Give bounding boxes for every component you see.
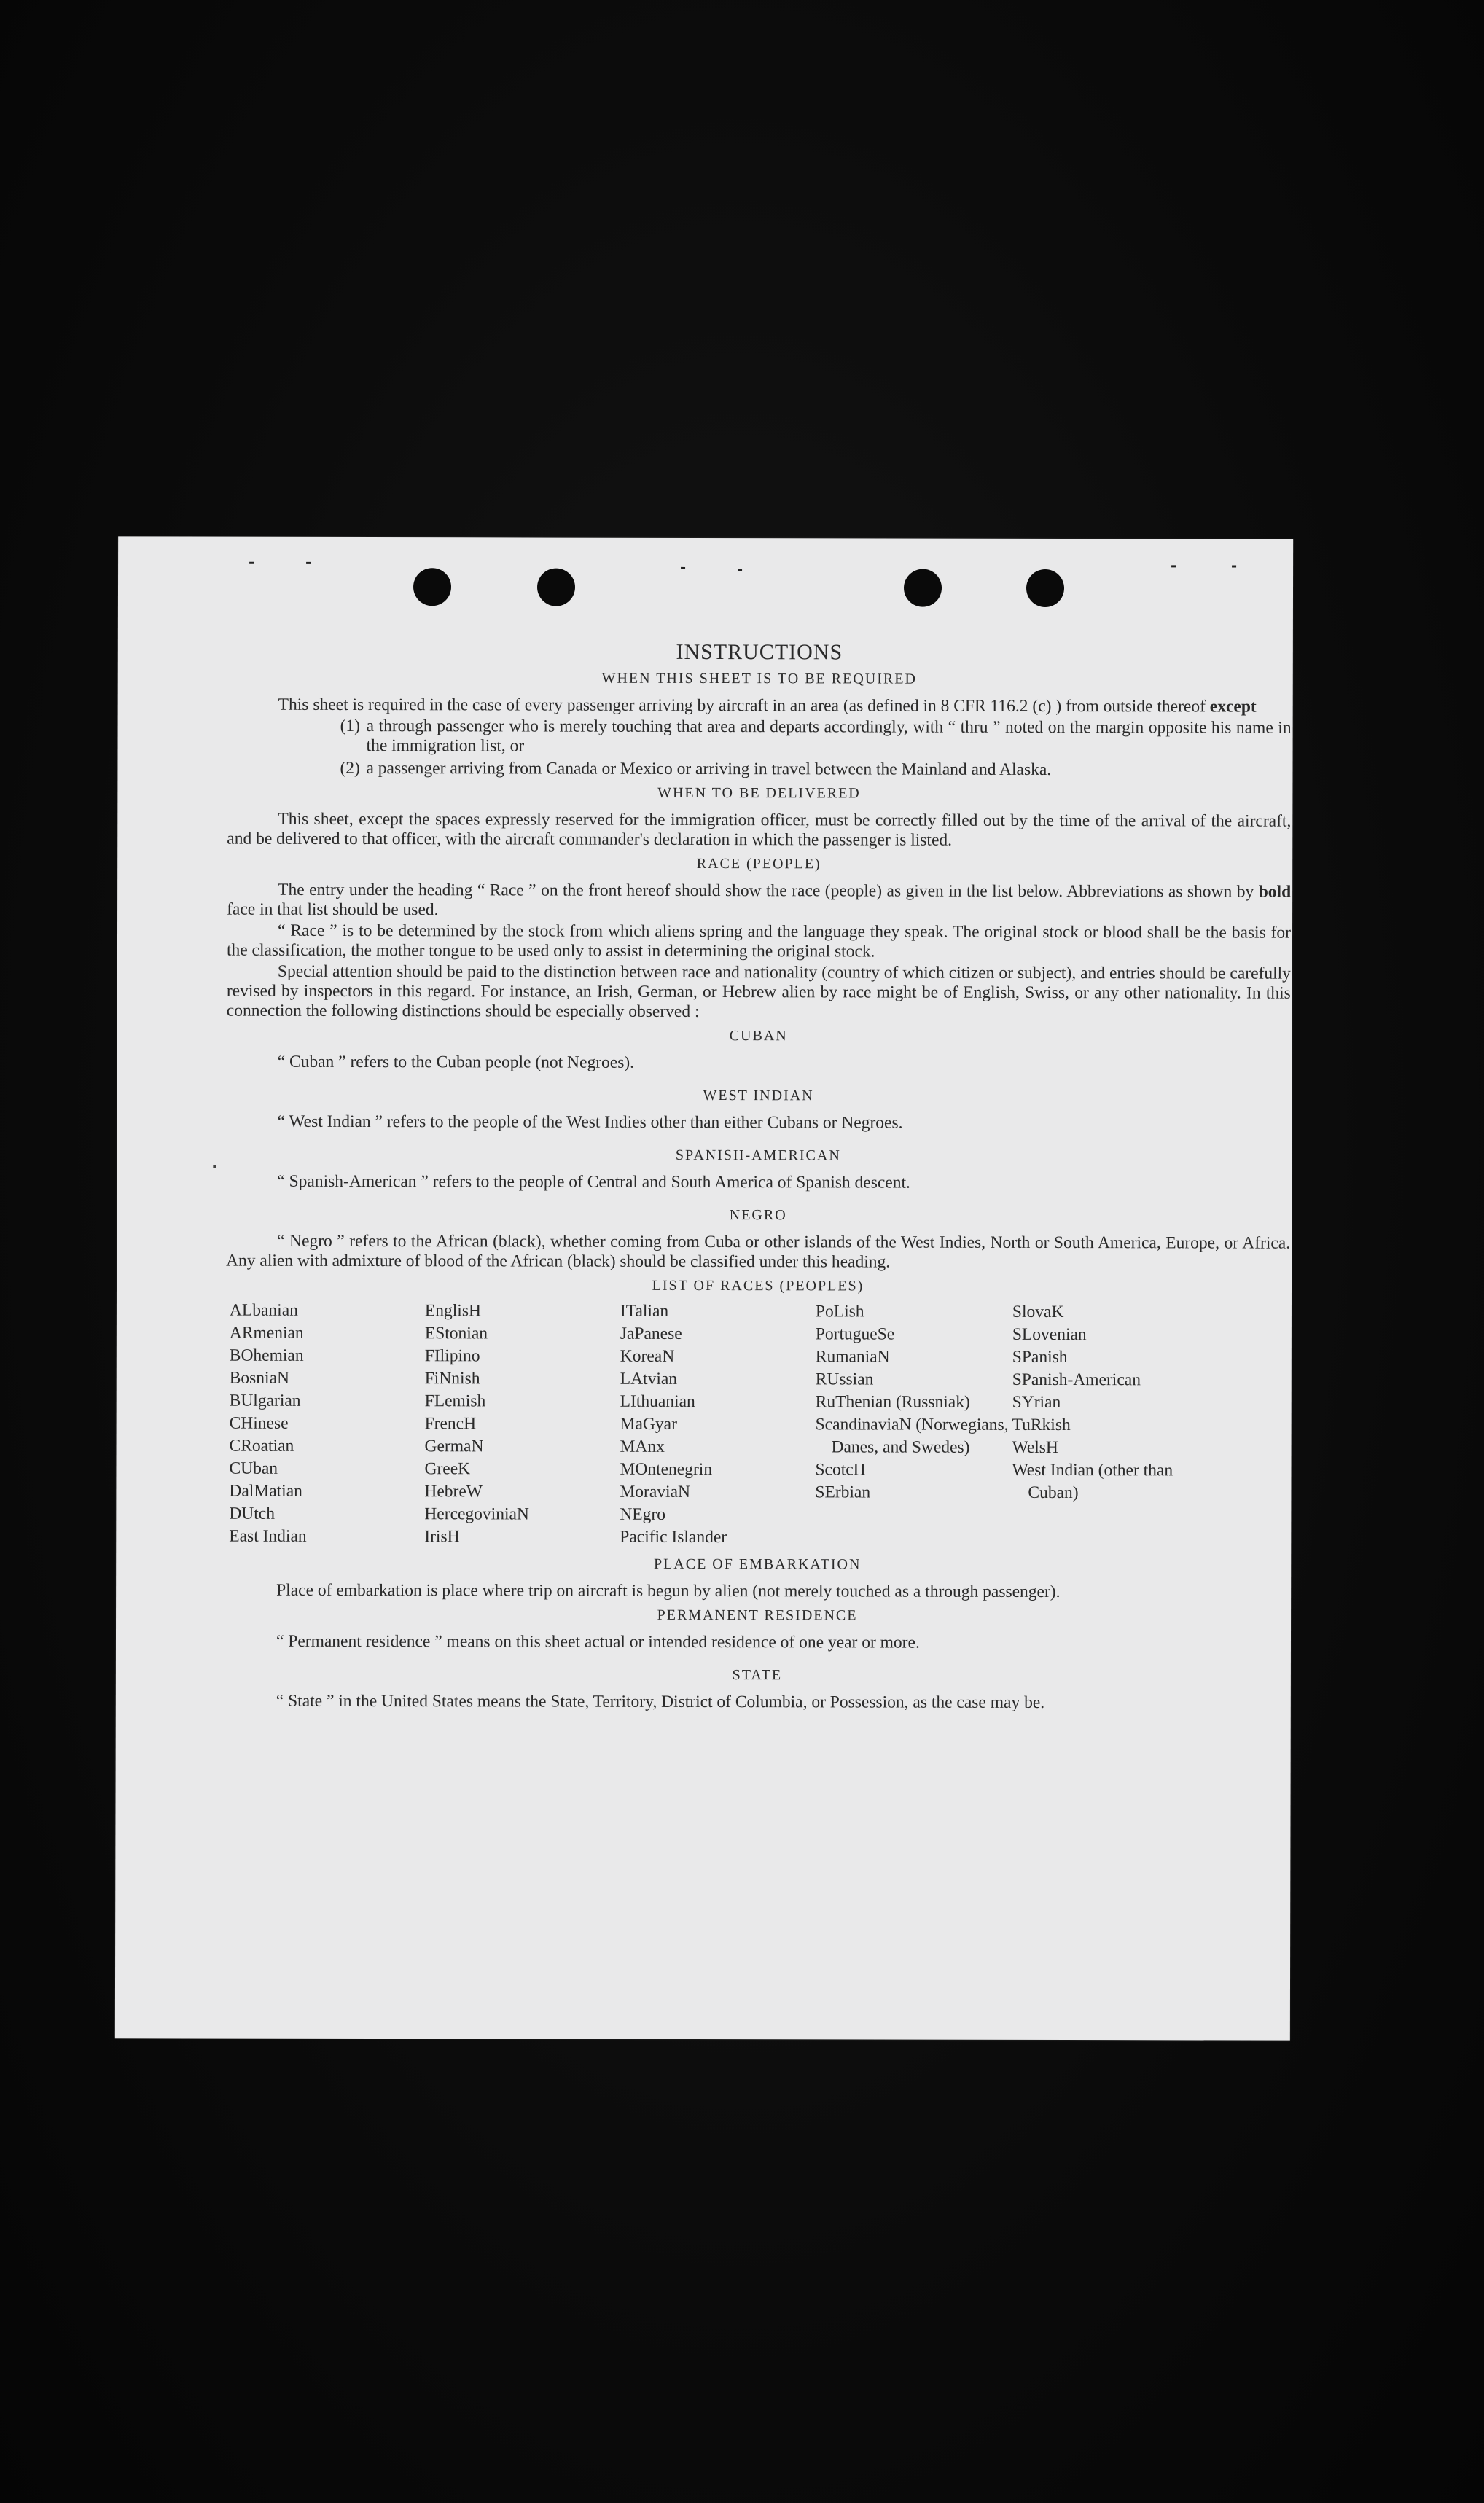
punch-hole	[413, 568, 451, 606]
races-column	[815, 1300, 1012, 1550]
punch-hole	[537, 569, 575, 606]
margin-mark	[213, 1165, 216, 1168]
heading-when-required: WHEN THIS SHEET IS TO BE REQUIRED	[601, 670, 917, 687]
race-entry: MOntenegrin	[620, 1459, 713, 1480]
embarkation-text: Place of embarkation is place where trip on aircraft is begun by alien (not merely touched as a through passenger).	[276, 1580, 1061, 1602]
exception-text: a passenger arriving from Canada or Mexico or arriving in travel between the Mainland and Alaska.	[366, 759, 1052, 779]
race-entry: FLemish	[424, 1391, 486, 1411]
spanish-american-text: “ Spanish-American ” refers to the people of Central and South America of Spanish descent.	[277, 1171, 910, 1192]
race-p1-bold: bold	[1258, 882, 1292, 902]
race-entry: HebreW	[424, 1482, 483, 1502]
race-entry: KoreaN	[620, 1346, 675, 1366]
paper-speck	[306, 562, 311, 564]
race-entry: EStonian	[424, 1324, 488, 1343]
residence-text: “ Permanent residence ” means on this sheet actual or intended residence of one year or more.	[276, 1631, 920, 1652]
paper-speck	[681, 567, 685, 569]
race-entry: West Indian (other than Cuban)	[1012, 1460, 1173, 1503]
heading-negro: NEGRO	[729, 1207, 787, 1224]
required-intro-except: except	[1209, 697, 1257, 716]
cuban-text: “ Cuban ” refers to the Cuban people (not Negroes).	[277, 1052, 635, 1072]
page-title: INSTRUCTIONS	[676, 639, 843, 665]
negro-text: “ Negro ” refers to the African (black), whether coming from Cuba or other islands of the West Indies, North or South America, Europe, or Africa. Any alien with admixture of blood of the African (black) should be classified under this heading.	[226, 1231, 1291, 1272]
race-entry: Pacific Islander	[620, 1527, 727, 1547]
race-entry: ARmenian	[229, 1323, 304, 1343]
race-entry: TuRkish	[1012, 1415, 1071, 1435]
race-p1-before: The entry under the heading “ Race ” on the front hereof should show the race (people) as given in the list below. Abbreviations as shown by	[278, 880, 1254, 902]
west-indian-text: “ West Indian ” refers to the people of the West Indies other than either Cubans or Negroes.	[277, 1112, 903, 1133]
exception-number: (2)	[340, 758, 360, 778]
race-entry: SLovenian	[1012, 1324, 1087, 1345]
race-entry: MoraviaN	[620, 1482, 691, 1502]
race-entry: CUban	[229, 1459, 278, 1478]
race-entry: FrencH	[424, 1414, 477, 1434]
paper-speck	[249, 562, 254, 564]
race-entry: HercegoviniaN	[424, 1504, 529, 1524]
race-entry: WelsH	[1012, 1437, 1058, 1458]
heading-spanish-american: SPANISH-AMERICAN	[675, 1147, 841, 1164]
exception-item	[340, 716, 1292, 758]
paper-speck	[1232, 566, 1236, 568]
instructions-body	[225, 639, 1292, 1714]
race-entry: BUlgarian	[229, 1391, 301, 1410]
race-entry: SPanish	[1012, 1347, 1068, 1367]
exception-text: a through passenger who is merely touching that area and departs accordingly, with “ thru ” noted on the margin opposite his name in the immigration list, or	[366, 716, 1292, 756]
race-entry: SlovaK	[1012, 1302, 1064, 1322]
delivered-text: This sheet, except the spaces expressly reserved for the immigration officer, must be correctly filled out by the time of the arrival of the aircraft, and be delivered to that officer, with the aircraft commander's declaration in which the passenger is listed.	[227, 809, 1292, 850]
race-entry: ALbanian	[229, 1300, 298, 1320]
race-entry: NEgro	[620, 1504, 666, 1524]
heading-when-delivered: WHEN TO BE DELIVERED	[657, 784, 861, 802]
races-column	[620, 1300, 816, 1550]
race-entry: MaGyar	[620, 1414, 677, 1434]
race-entry: GermaN	[424, 1437, 484, 1456]
race-entry: SPanish-American	[1012, 1370, 1141, 1390]
race-entry: ScotcH	[815, 1460, 866, 1480]
race-entry: BOhemian	[229, 1346, 304, 1365]
race-paragraph-2: “ Race ” is to be determined by the stock from which aliens spring and the language they speak. The original stock or blood shall be the basis for the classification, the mother tongue to be used only to assist in determining the original stock.	[226, 921, 1292, 961]
exception-item	[340, 759, 1291, 781]
race-entry: JaPanese	[620, 1324, 682, 1343]
race-entry: ITalian	[620, 1301, 669, 1321]
race-entry: FIlipino	[424, 1346, 480, 1366]
race-entry: DUtch	[229, 1504, 276, 1523]
race-entry: PortugueSe	[815, 1324, 895, 1344]
race-entry: GreeK	[424, 1459, 471, 1479]
race-entry: FiNnish	[424, 1369, 480, 1389]
race-entry: ScandinaviaN (Norwegians, Danes, and Swedes)	[815, 1415, 1009, 1457]
race-entry: SErbian	[815, 1483, 871, 1502]
race-entry: LAtvian	[620, 1369, 678, 1389]
race-entry: CHinese	[229, 1413, 289, 1433]
races-column	[1012, 1301, 1224, 1550]
race-entry: SYrian	[1012, 1392, 1061, 1413]
heading-list-of-races: LIST OF RACES (PEOPLES)	[652, 1277, 864, 1295]
paper-speck	[738, 569, 742, 571]
race-entry: RUssian	[815, 1370, 874, 1389]
paper-speck	[1171, 565, 1176, 567]
heading-state: STATE	[732, 1667, 783, 1684]
races-list	[229, 1300, 1290, 1550]
race-p1-after: face in that list should be used.	[227, 899, 439, 920]
race-entry: CRoatian	[229, 1436, 294, 1456]
race-entry: MAnx	[620, 1437, 665, 1456]
race-entry: EnglisH	[424, 1301, 481, 1321]
race-entry: IrisH	[424, 1527, 460, 1547]
race-entry: BosniaN	[229, 1368, 290, 1388]
heading-race: RACE (PEOPLE)	[696, 855, 821, 872]
races-column	[229, 1300, 425, 1549]
heading-embarkation: PLACE OF EMBARKATION	[653, 1555, 862, 1573]
race-entry: DalMatian	[229, 1481, 302, 1501]
exception-number: (1)	[340, 716, 361, 736]
race-entry: East Indian	[229, 1526, 307, 1546]
race-paragraph-3: Special attention should be paid to the distinction between race and nationality (country of which citizen or subject), and entries should be carefully revised by inspectors in this regard. For instance, an Irish, German, or Hebrew alien by race might be of English, Swiss, or any other nationality. In this connection the following distinctions should be especially observed :	[226, 961, 1291, 1021]
punch-hole	[1026, 569, 1064, 607]
document-page	[115, 536, 1293, 2040]
required-intro	[227, 695, 1292, 717]
state-text: “ State ” in the United States means the State, Territory, District of Columbia, or Possession, as the case may be.	[276, 1691, 1045, 1712]
races-column	[424, 1300, 620, 1549]
race-entry: LIthuanian	[620, 1391, 695, 1411]
punch-hole	[904, 569, 942, 607]
race-paragraph-1	[227, 880, 1291, 922]
race-entry: RuThenian (Russniak)	[815, 1392, 970, 1412]
heading-permanent-residence: PERMANENT RESIDENCE	[657, 1606, 858, 1624]
race-entry: RumaniaN	[815, 1347, 890, 1367]
heading-cuban: CUBAN	[729, 1028, 788, 1044]
heading-west-indian: WEST INDIAN	[703, 1087, 814, 1104]
required-intro-text: This sheet is required in the case of every passenger arriving by aircraft in an area (as defined in 8 CFR 116.2 (c) ) from outside thereof	[278, 695, 1206, 716]
race-entry: PoLish	[815, 1302, 864, 1321]
